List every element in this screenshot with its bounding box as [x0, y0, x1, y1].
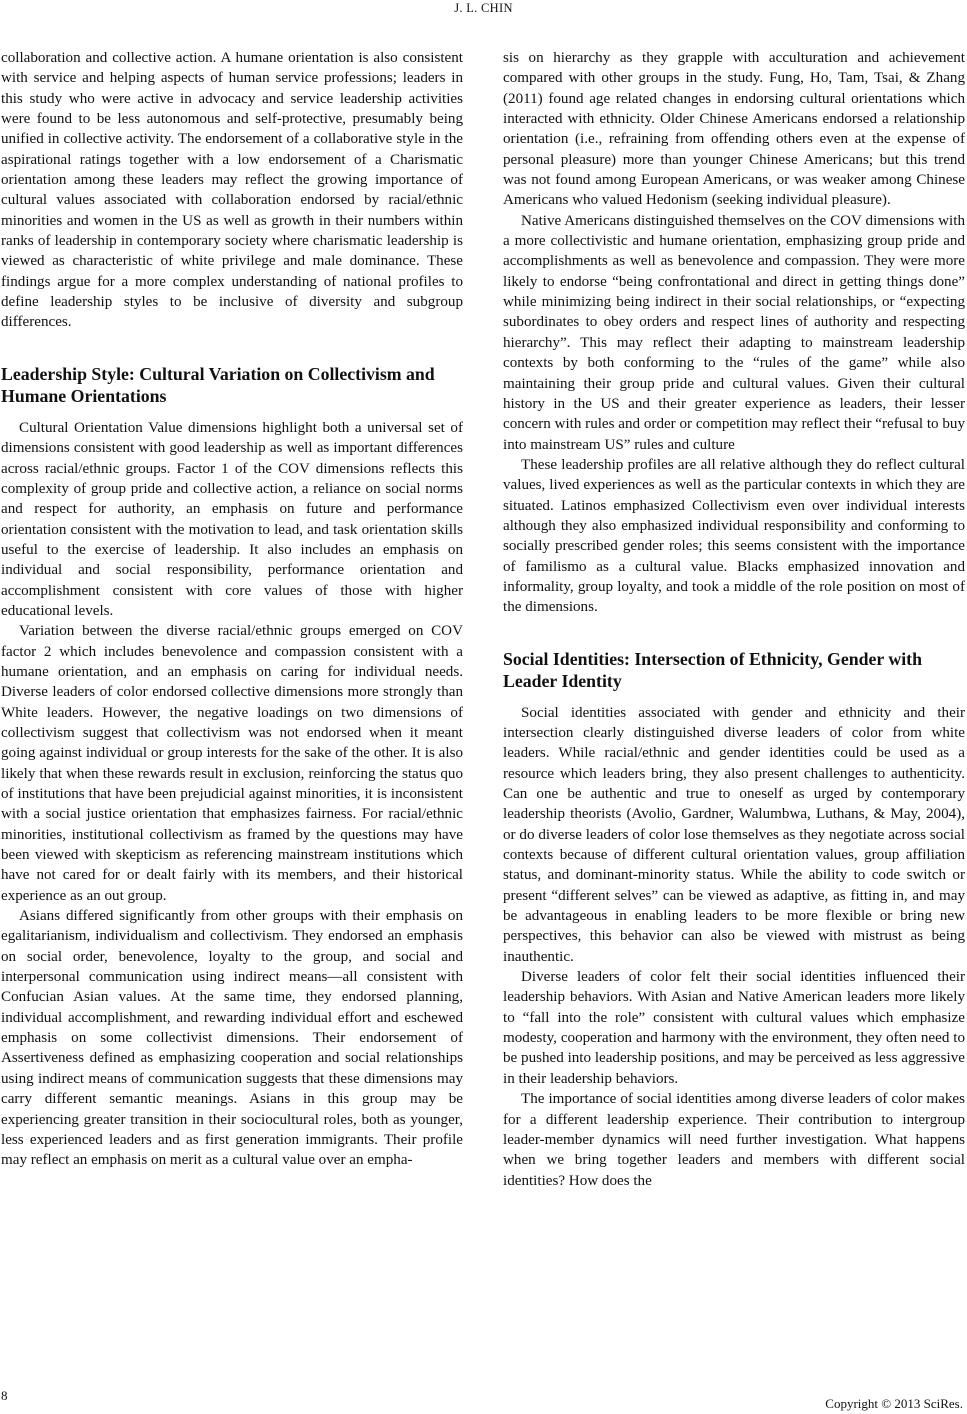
paragraph: Native Americans distinguished themselves on the COV dimensions with a more collectivistic and humane orientation, emphasizing group pride and accomplishments as well as benevolence and compassion. They were more likely to endorse “being confrontational and direct in getting things done” while minimizing being indirect in their social relationships, or “expecting subordinates to obey orders and respect lines of authority and respecting hierarchy”. This may reflect their adapting to mainstream leadership contexts by both conforming to the “rules of the game” while also maintaining their group pride and cultural values. Given their cultural history in the US and their greater experience as leaders, their lesser concern with rules and order or competition may reflect their “refusal to buy into mainstream US” rules and culture [503, 212, 965, 453]
copyright-notice: Copyright © 2013 SciRes. [825, 1396, 963, 1411]
page-number: 8 [1, 1388, 8, 1403]
right-column [503, 48, 965, 1191]
paragraph: Cultural Orientation Value dimensions highlight both a universal set of dimensions consistent with good leadership as well as important differences across racial/ethnic groups. Factor 1 of the COV dimensions reflects this complexity of group pride and collective action, a reliance on social norms and respect for authority, an emphasis on future and performance orientation consistent with the motivation to lead, and task orientation skills useful to the exercise of leadership. It also includes an emphasis on individual and social responsibility, performance orientation and accomplishment consistent with core values of those with higher educational levels. [1, 419, 463, 619]
paragraph-continued: sis on hierarchy as they grapple with acculturation and achievement compared with other groups in the study. Fung, Ho, Tam, Tsai, & Zhang (2011) found age related changes in endorsing cultural orientations which interacted with ethnicity. Older Chinese Americans endorsed a relationship orientation (i.e., refraining from offending others even at the expense of personal pleasure) more than younger Chinese Americans; but this trend was not found among European Americans, or was weaker among Chinese Americans who valued Hedonism (seeking individual pleasure). [503, 50, 965, 209]
paragraph: Diverse leaders of color felt their social identities influenced their leadership behaviors. With Asian and Native American leaders more likely to “fall into the role” consistent with cultural values which emphasize modesty, cooperation and harmony with the environment, they often need to be pushed into leadership positions, and may be perceived as less aggressive in their leadership behaviors. [503, 969, 965, 1087]
paragraph: The importance of social identities among diverse leaders of color makes for a different leadership experience. Their contribution to intergroup leader-member dynamics will need further investigation. What happens when we bring together leaders and members with different social identities? How does the [503, 1091, 965, 1189]
paragraph-continued: collaboration and collective action. A humane orientation is also consistent with service and helping aspects of human service professions; leaders in this study who were active in advocacy and service leadership activities were found to be less autonomous and self-protective, presumably being unified in collective activity. The endorsement of a collaborative style in the aspirational ratings together with a low endorsement of a Charismatic orientation among these leaders may reflect the growing importance of cultural values associated with collaboration endorsed by racial/ethnic minorities and women in the US as well as growth in their numbers within ranks of leadership in contemporary society where charismatic leadership is viewed as characteristic of white privilege and male dominance. These findings argue for a more complex understanding of national profiles to define leadership styles to be inclusive of diversity and subgroup differences. [1, 50, 463, 331]
paragraph: Variation between the diverse racial/ethnic groups emerged on COV factor 2 which includes benevolence and compassion consistent with a humane orientation, and an emphasis on caring for individual needs. Diverse leaders of color endorsed collective dimensions more strongly than White leaders. However, the negative loadings on two dimensions of collectivism suggest that collectivism was not endorsed when it meant going against individual or group interests for the sake of the other. It is also likely that when these rewards result in exclusion, reinforcing the status quo of institutions that have been prejudicial against minorities, it is inconsistent with a social justice orientation that emphasizes fairness. For racial/ethnic minorities, institutional collectivism as framed by the questions may have been viewed with skepticism as referencing mainstream institutions which have not cared for or dealt fairly with its members, and their historical experience as an out group. [1, 623, 463, 904]
paragraph: Asians differed significantly from other groups with their emphasis on egalitarianism, individualism and collectivism. They endorsed an emphasis on social order, benevolence, loyalty to the group, and social and interpersonal communication using indirect means—all consistent with Confucian Asian values. At the same time, they endorsed planning, individual accomplishment, and rewarding individual effort and eschewed emphasis on some collectivist dimensions. Their endorsement of Assertiveness defined as emphasizing cooperation and social relationships using indirect means of communication suggests that these dimensions may carry different semantic meanings. Asians in this group may be experiencing greater transition in their sociocultural roles, both as younger, less experienced leaders and as first generation immigrants. Their profile may reflect an emphasis on merit as a cultural value over an empha- [1, 908, 463, 1169]
paragraph: These leadership profiles are all relative although they do reflect cultural values, lived experiences as well as the particular contexts in which they are situated. Latinos emphasized Collectivism even over individual interests although they also emphasized individual responsibility and conforming to socially prescribed gender roles; this seems consistent with the importance of familismo as a cultural value. Blacks emphasized innovation and informality, group loyalty, and took a middle of the role position on most of the dimensions. [503, 456, 965, 616]
section-heading-leadership-style: Leadership Style: Cultural Variation on Collectivism and Humane Orientations [1, 363, 435, 407]
section-heading-social-identities: Social Identities: Intersection of Ethnicity, Gender with Leader Identity [503, 648, 922, 692]
paragraph: Social identities associated with gender and ethnicity and their intersection clearly distinguished diverse leaders of color from white leaders. While racial/ethnic and gender identities could be used as a resource which leaders bring, they also present challenges to authenticity. Can one be authentic and true to oneself as urged by contemporary leadership theorists (Avolio, Gardner, Walumbwa, Luthans, & May, 2004), or do diverse leaders of color lose themselves as they negotiate across social contexts because of different cultural orientation values, group affiliation status, and dominant-minority status. While the ability to code switch or present “different selves” can be viewed as adaptive, as fitting in, and may be advantageous in enabling leaders to be more flexible or bring new perspectives, this behavior can also be viewed with mistrust as being inauthentic. [503, 704, 965, 965]
running-head: J. L. CHIN [454, 1, 513, 15]
left-column [1, 48, 463, 1171]
